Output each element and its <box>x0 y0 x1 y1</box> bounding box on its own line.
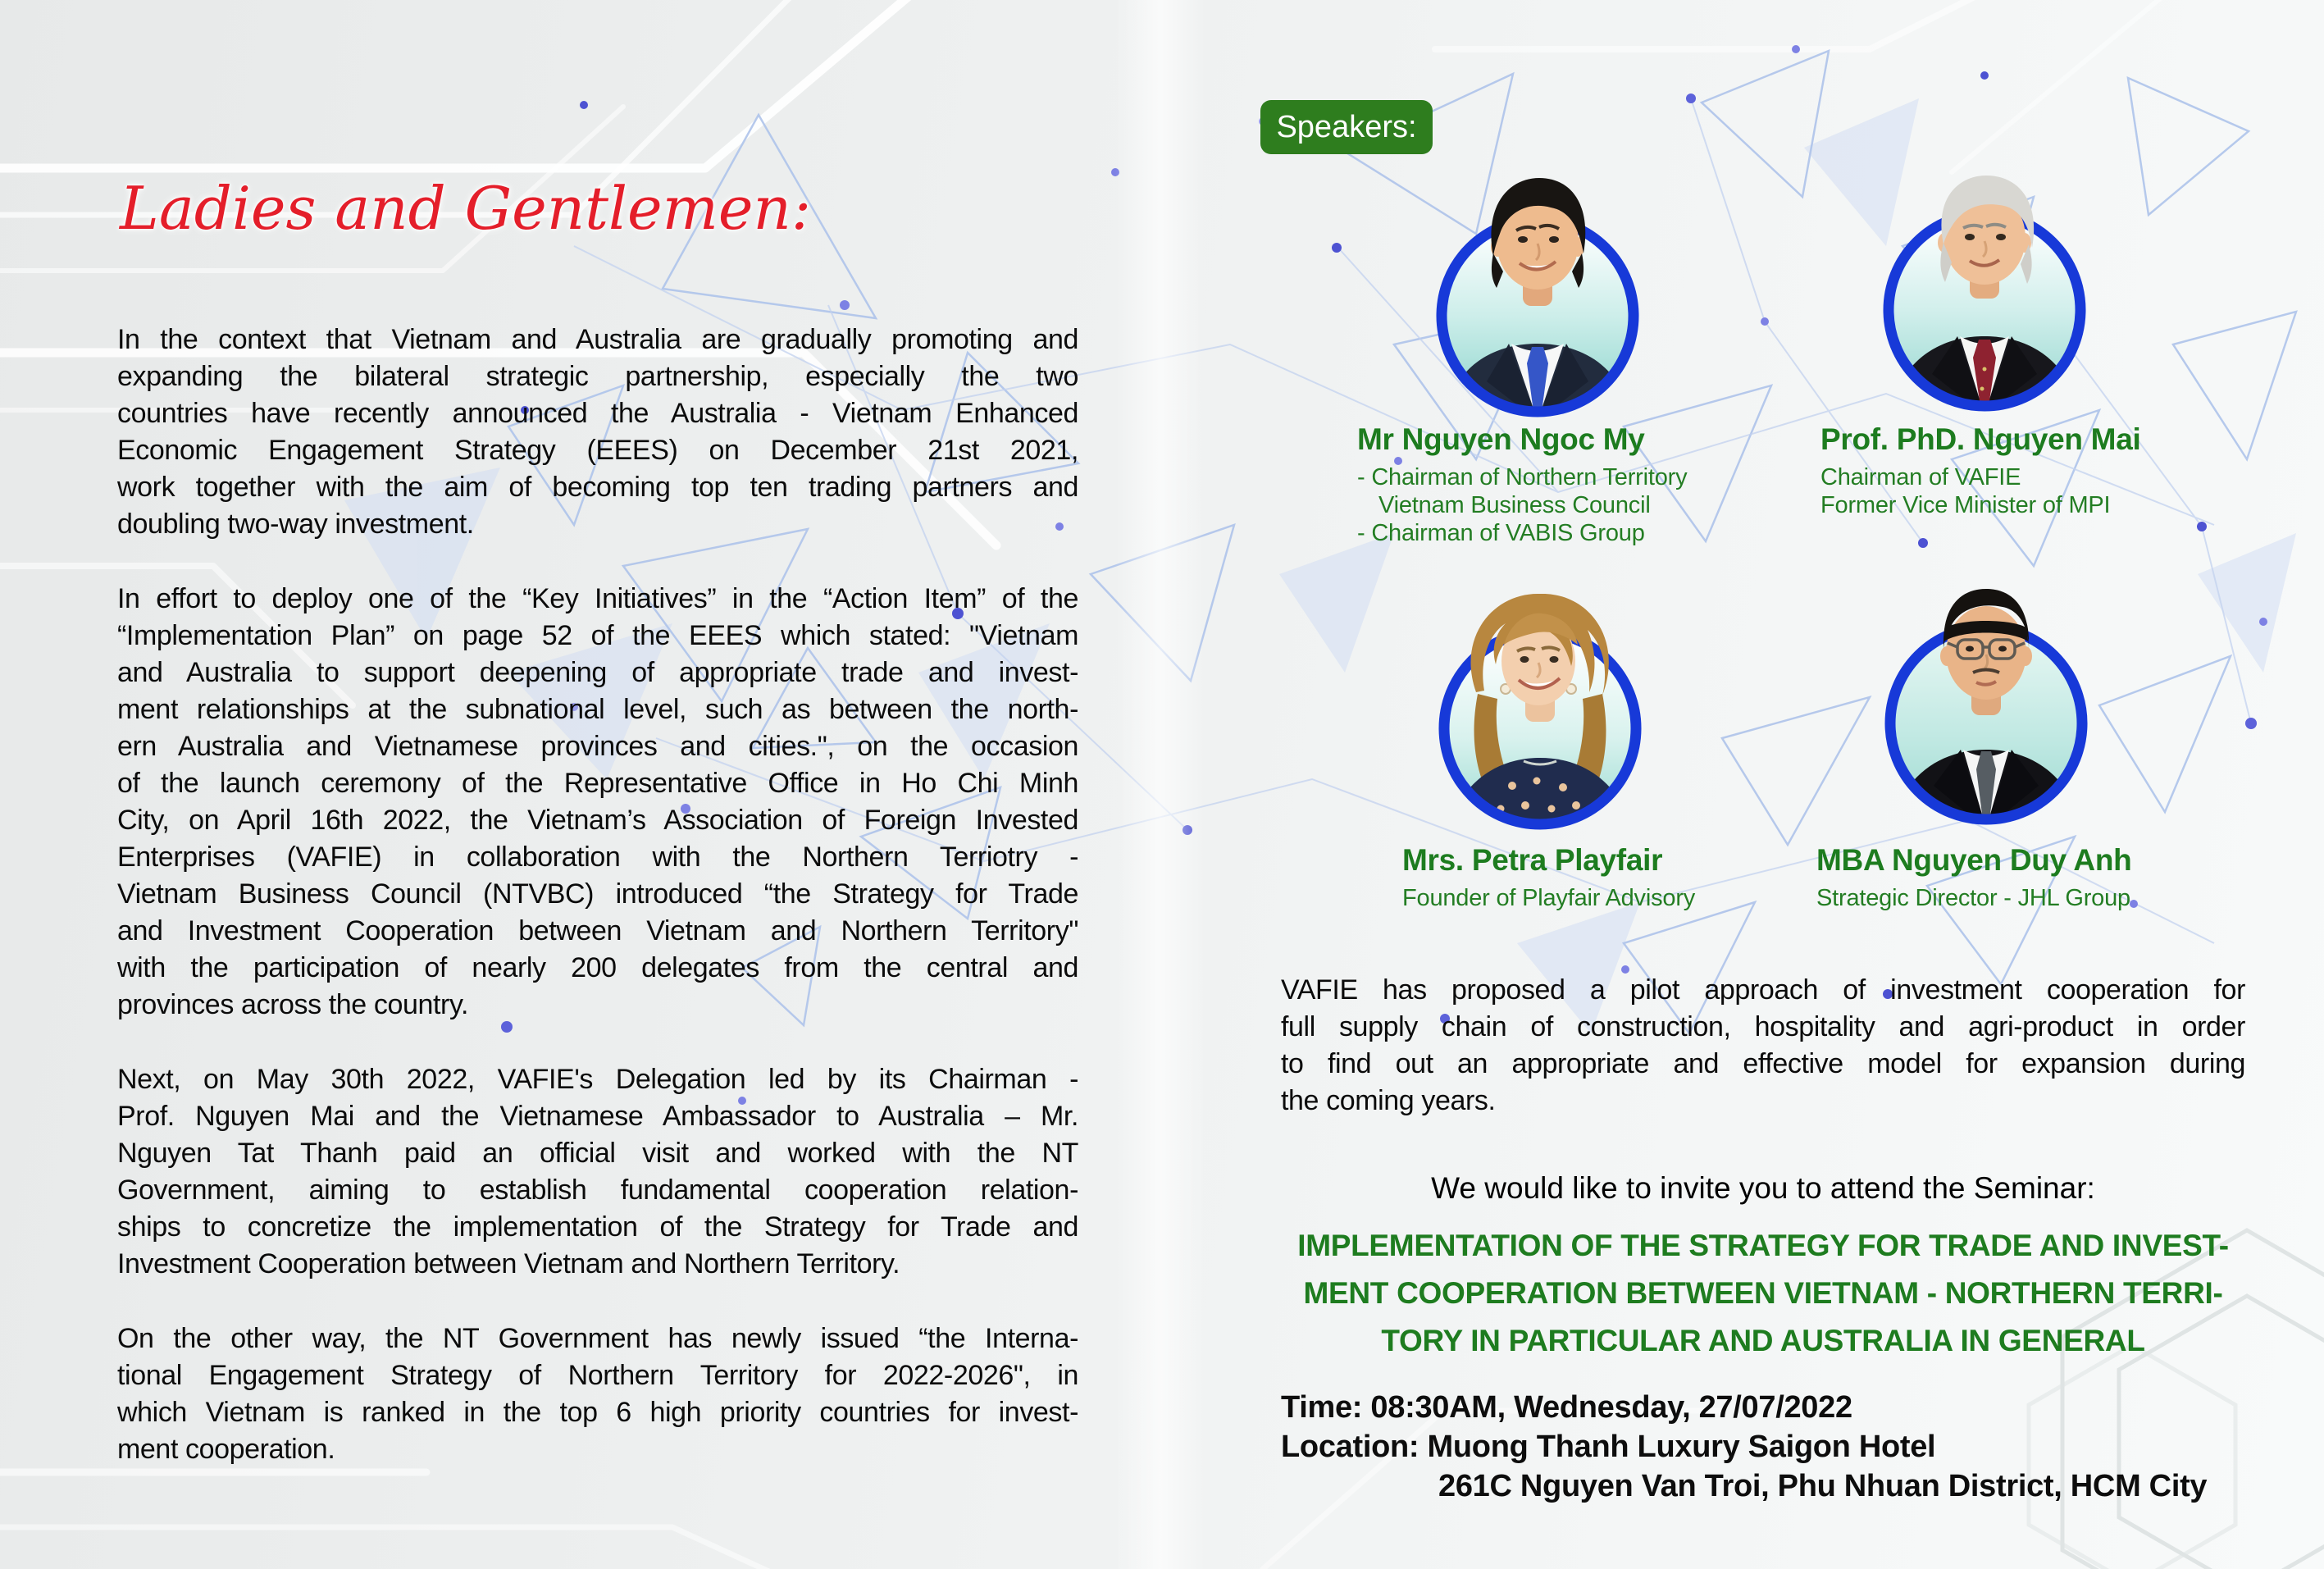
paragraph-line: Government, aiming to establish fundamental cooperation relation- <box>117 1174 1078 1206</box>
paragraph <box>1281 972 2245 1120</box>
seminar-title <box>1281 1222 2245 1365</box>
paragraph <box>117 1320 1078 1468</box>
seminar-title-line: TORY IN PARTICULAR AND AUSTRALIA IN GENERAL <box>1381 1324 2145 1357</box>
seminar-title-line: MENT COOPERATION BETWEEN VIETNAM - NORTHERN TERRI- <box>1303 1276 2223 1310</box>
paragraph-line: provinces across the country. <box>117 989 469 1020</box>
paragraph-line: full supply chain of construction, hospitality and agri-product in order <box>1281 1011 2245 1042</box>
paragraph-line: Next, on May 30th 2022, VAFIE's Delegation led by its Chairman - <box>117 1064 1078 1095</box>
paragraph-line: In effort to deploy one of the “Key Initiatives” in the “Action Item” of the <box>117 583 1078 614</box>
event-time: Time: 08:30AM, Wednesday, 27/07/2022 <box>1281 1390 1852 1425</box>
speaker-caption-petra-playfair <box>1402 843 1849 912</box>
speaker-caption-nguyen-mai <box>1820 422 2267 519</box>
paragraph-line: Vietnam Business Council (NTVBC) introduced “the Strategy for Trade <box>117 878 1078 910</box>
speaker-name: Prof. PhD. Nguyen Mai <box>1820 422 2141 456</box>
speaker-title: Vietnam Business Council <box>1378 492 1651 518</box>
speaker-title: Former Vice Minister of MPI <box>1820 492 2111 518</box>
paragraph-line: Economic Engagement Strategy (EEES) on December 21st 2021, <box>117 435 1078 466</box>
paragraph <box>117 1061 1078 1283</box>
speaker-title: - Chairman of Northern Territory <box>1357 464 1688 490</box>
paragraph-line: ment relationships at the subnational level, such as between the north- <box>117 694 1078 725</box>
speaker-name: Mrs. Petra Playfair <box>1402 843 1663 877</box>
speaker-caption-nguyen-ngoc-my <box>1357 422 1804 547</box>
speaker-name: MBA Nguyen Duy Anh <box>1816 843 2132 877</box>
speaker-photo-nguyen-ngoc-my <box>1431 175 1644 421</box>
paragraph-line: with the participation of nearly 200 delegates from the central and <box>117 952 1078 983</box>
event-details <box>1281 1388 2265 1506</box>
speaker-name: Mr Nguyen Ngoc My <box>1357 422 1645 456</box>
paragraph-line: and Australia to support deepening of appropriate trade and invest- <box>117 657 1078 688</box>
paragraph-line: In the context that Vietnam and Australia are gradually promoting and <box>117 324 1078 355</box>
paragraph-line: work together with the aim of becoming top ten trading partners and <box>117 472 1078 503</box>
paragraph <box>117 322 1078 543</box>
body-paragraphs <box>117 322 1078 1506</box>
paragraph-line: the coming years. <box>1281 1085 1496 1116</box>
paragraph-line: which Vietnam is ranked in the top 6 high priority countries for invest- <box>117 1397 1078 1428</box>
speaker-title: Strategic Director - JHL Group <box>1816 885 2130 911</box>
paragraph-line: Investment Cooperation between Vietnam and Northern Territory. <box>117 1248 900 1279</box>
event-location: Location: Muong Thanh Luxury Saigon Hotel <box>1281 1430 1936 1464</box>
invitation-line: We would like to invite you to attend the Seminar: <box>1431 1171 2095 1205</box>
paragraph-line: ships to concretize the implementation of the Strategy for Trade and <box>117 1211 1078 1243</box>
speaker-photo-petra-playfair <box>1433 587 1647 833</box>
speaker-title: - Chairman of VABIS Group <box>1357 520 1645 546</box>
speaker-caption-nguyen-duy-anh <box>1816 843 2263 912</box>
page-fold-highlight <box>1115 0 1205 1569</box>
salutation-heading: Ladies and Gentlemen: <box>120 174 812 243</box>
event-address: 261C Nguyen Van Troi, Phu Nhuan District, HCM City <box>1438 1469 2208 1503</box>
paragraph-line: of the launch ceremony of the Representative Office in Ho Chi Minh <box>117 768 1078 799</box>
paragraph-line: and Investment Cooperation between Vietnam and Northern Territory" <box>117 915 1078 946</box>
paragraph-line: On the other way, the NT Government has newly issued “the Interna- <box>117 1323 1078 1354</box>
seminar-title-line: IMPLEMENTATION OF THE STRATEGY FOR TRADE AND INVEST- <box>1297 1229 2229 1262</box>
paragraph-line: City, on April 16th 2022, the Vietnam’s Association of Foreign Invested <box>117 805 1078 836</box>
speakers-badge: Speakers: <box>1260 100 1433 154</box>
paragraph-line: Prof. Nguyen Mai and the Vietnamese Ambassador to Australia – Mr. <box>117 1101 1078 1132</box>
paragraph-line: doubling two-way investment. <box>117 509 474 540</box>
speaker-photo-nguyen-mai <box>1878 169 2091 415</box>
paragraph-line: “Implementation Plan” on page 52 of the EEES which stated: "Vietnam <box>117 620 1078 651</box>
speaker-title: Founder of Playfair Advisory <box>1402 885 1696 911</box>
paragraph-line: to find out an appropriate and effective model for expansion during <box>1281 1048 2245 1079</box>
paragraph-line: VAFIE has proposed a pilot approach of investment cooperation for <box>1281 974 2245 1006</box>
paragraph-line: ern Australia and Vietnamese provinces and cities.", on the occasion <box>117 731 1078 762</box>
speaker-title: Chairman of VAFIE <box>1820 464 2021 490</box>
paragraph-line: Nguyen Tat Thanh paid an official visit and worked with the NT <box>117 1138 1078 1169</box>
paragraph-line: expanding the bilateral strategic partnership, especially the two <box>117 361 1078 392</box>
paragraph-line: tional Engagement Strategy of Northern Territory for 2022-2026", in <box>117 1360 1078 1391</box>
paragraph-line: countries have recently announced the Australia - Vietnam Enhanced <box>117 398 1078 429</box>
paragraph-line: Enterprises (VAFIE) in collaboration with the Northern Terriotry - <box>117 842 1078 873</box>
paragraph-line: ment cooperation. <box>117 1434 335 1465</box>
speaker-photo-nguyen-duy-anh <box>1880 582 2093 828</box>
proposal-paragraph <box>1281 972 2245 1120</box>
paragraph <box>117 581 1078 1024</box>
